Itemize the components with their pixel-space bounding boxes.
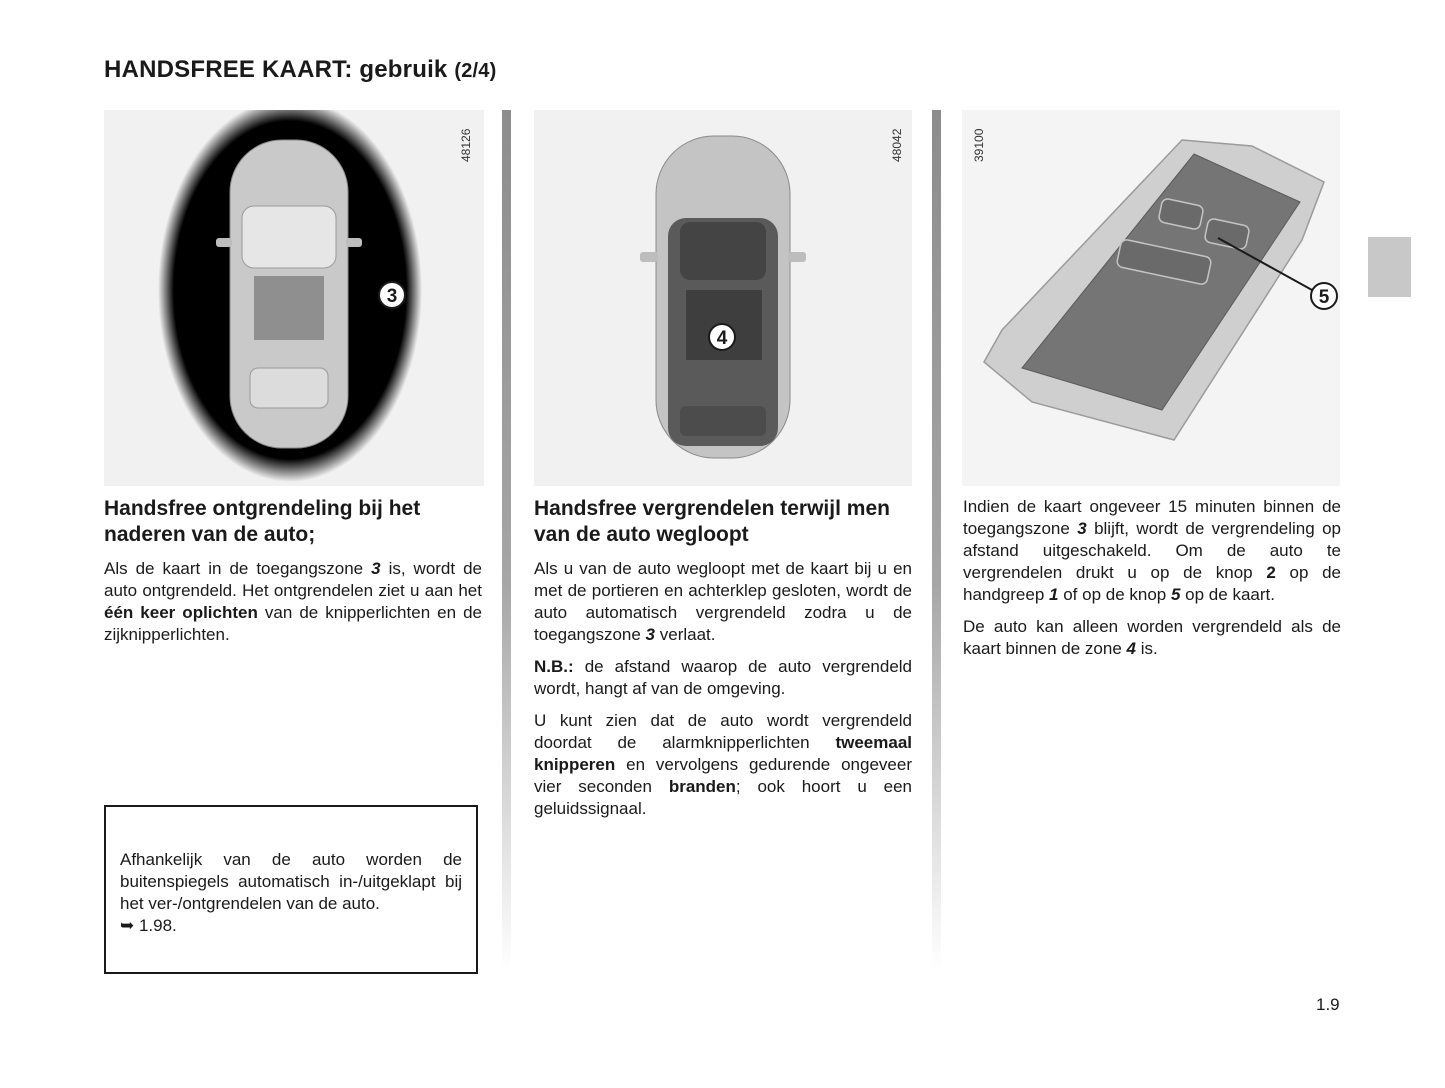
title-main: HANDSFREE KAART: gebruik <box>104 56 448 83</box>
note-text: Afhankelijk van de auto worden de buitenspiegels automatisch in-/uitgeklapt bij het ver-/ontgrendelen van de auto. ➥ 1.98. <box>120 850 462 935</box>
page-title <box>104 56 496 84</box>
reference-arrow-icon: ➥ <box>120 916 135 935</box>
car-zone-illustration <box>104 110 484 486</box>
column-divider-right <box>932 110 941 970</box>
column-unlock <box>104 496 482 656</box>
section-heading-lock: Handsfree vergrendelen terwijl men van de auto wegloopt <box>534 497 890 546</box>
paragraph-zone4: De auto kan alleen worden vergrendeld als de kaart binnen de zone 4 is. <box>963 617 1341 658</box>
column-card <box>963 496 1341 670</box>
paragraph-lock: Als u van de auto wegloopt met de kaart bij u en met de portieren en achterklep gesloten, wordt de auto automatisch vergrendeld zodra u de toegangszone 3 verlaat. <box>534 559 912 644</box>
figure-code: 48126 <box>459 128 473 162</box>
chapter-tab <box>1368 237 1411 297</box>
paragraph-unlock: Als de kaart in de toegangszone 3 is, wordt de auto ontgrendeld. Het ontgrendelen ziet u aan het één keer oplichten van de knipperlichten en de zijknipperlichten. <box>104 559 482 644</box>
figure-code: 39100 <box>972 128 986 162</box>
car-icon <box>640 136 806 458</box>
page-number: 1.9 <box>1316 995 1340 1014</box>
paragraph-nb: N.B.: de afstand waarop de auto vergrendeld wordt, hangt af van de omgeving. <box>534 657 912 698</box>
figure-code: 48042 <box>890 128 904 162</box>
title-suffix: (2/4) <box>454 60 497 82</box>
figure-lock-zone <box>534 110 912 486</box>
callout-5: 5 <box>1318 287 1330 308</box>
paragraph-deactivation: Indien de kaart ongeveer 15 minuten binnen de toegangszone 3 blijft, wordt de vergrendeling op afstand uitgeschakeld. Om de auto te vergrendelen drukt u op de knop 2 op de handgreep 1 of op de knop 5 op de kaart. <box>963 497 1341 604</box>
card-illustration <box>962 110 1340 486</box>
column-lock <box>534 496 912 830</box>
figure-unlock-zone <box>104 110 484 486</box>
mirror-note-box <box>104 805 478 974</box>
column-divider-left <box>502 110 511 970</box>
callout-4: 4 <box>716 328 728 349</box>
card-icon <box>984 140 1324 440</box>
car-icon <box>216 140 362 448</box>
figure-card <box>962 110 1340 486</box>
car-lock-illustration <box>534 110 912 486</box>
paragraph-signal: U kunt zien dat de auto wordt vergrendeld doordat de alarmknipperlichten tweemaal knipperen en vervolgens gedurende ongeveer vier seconden branden; ook hoort u een geluidssignaal. <box>534 711 912 818</box>
page-reference: 1.98. <box>134 916 177 935</box>
callout-3: 3 <box>386 286 398 307</box>
section-heading-unlock: Handsfree ontgrendeling bij het naderen van de auto; <box>104 497 421 546</box>
